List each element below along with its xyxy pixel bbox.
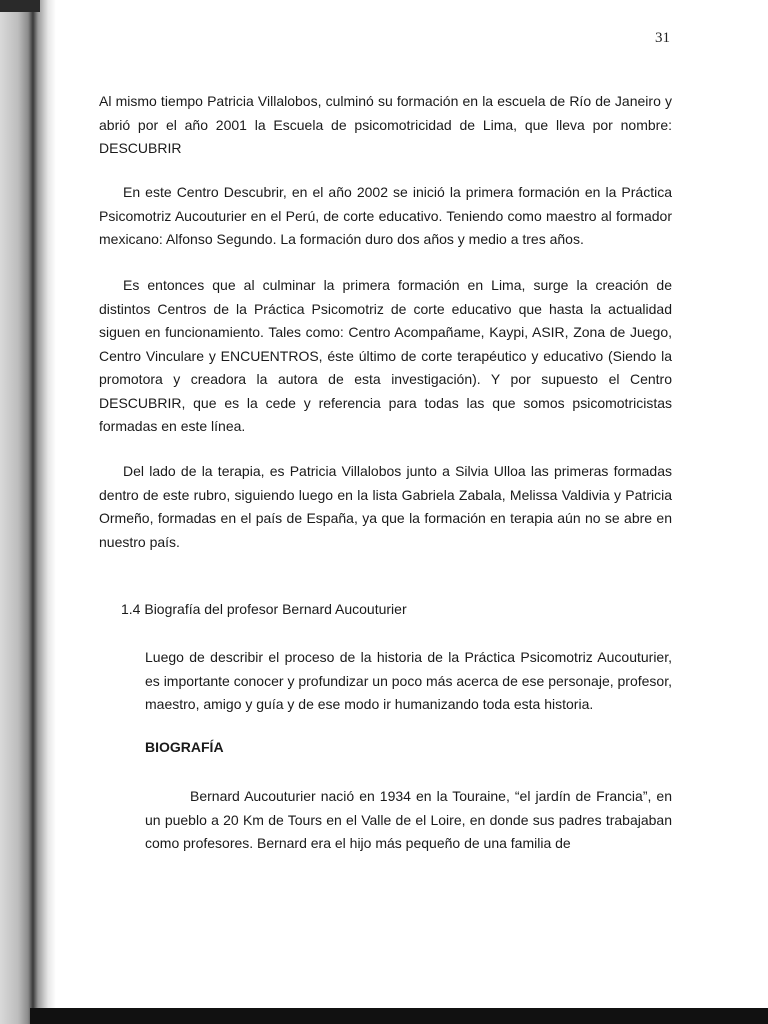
biography-heading: BIOGRAFÍA — [145, 739, 224, 755]
scan-bottom-edge — [30, 1008, 768, 1024]
paragraph-3: Es entonces que al culminar la primera formación en Lima, surge la creación de distintos Centros de la Práctica Psicomotriz de corte educativo que hasta la actualidad siguen en funcionamiento. Tales como: Centro Acompañame, Kaypi, ASIR, Zona de Juego, Centro Vinculare y ENCUENTROS, éste último de corte terapéutico y educativo (Siendo la promotora y creadora la autora de esta investigación). Y por supuesto el Centro DESCUBRIR, que es la cede y referencia para todas las que somos psicomotricistas formadas en este línea. — [99, 277, 672, 434]
book-gutter — [0, 0, 56, 1024]
paragraph-5: Luego de describir el proceso de la historia de la Práctica Psicomotriz Aucouturier, es importante conocer y profundizar un poco más acerca de ese personaje, profesor, maestro, amigo y guía y de ese modo ir humanizando toda esta historia. — [145, 649, 672, 712]
section-title: 1.4 Biografía del profesor Bernard Aucouturier — [121, 601, 407, 617]
paragraph-6: Bernard Aucouturier nació en 1934 en la Touraine, “el jardín de Francia”, en un pueblo a 20 Km de Tours en el Valle de el Loire, en donde sus padres trabajaban como profesores. Bernard era el hijo más pequeño de una familia de — [145, 788, 672, 851]
paragraph-4: Del lado de la terapia, es Patricia Villalobos junto a Silvia Ulloa las primeras formadas dentro de este rubro, siguiendo luego en la lista Gabriela Zabala, Melissa Valdivia y Patricia Ormeño, formadas en el país de España, ya que la formación en terapia aún no se abre en nuestro país. — [99, 463, 672, 550]
paragraph-2: En este Centro Descubrir, en el año 2002 se inició la primera formación en la Práctica Psicomotriz Aucouturier en el Perú, de corte educativo. Teniendo como maestro al formador mexicano: Alfonso Segundo. La formación duro dos años y medio a tres años. — [99, 184, 672, 247]
page-number: 31 — [655, 30, 670, 46]
paragraph-1: Al mismo tiempo Patricia Villalobos, culminó su formación en la escuela de Río de Janeiro y abrió por el año 2001 la Escuela de psicomotricidad de Lima, que lleva por nombre: DESCUBRIR — [99, 93, 672, 156]
scan-edge — [0, 0, 40, 12]
